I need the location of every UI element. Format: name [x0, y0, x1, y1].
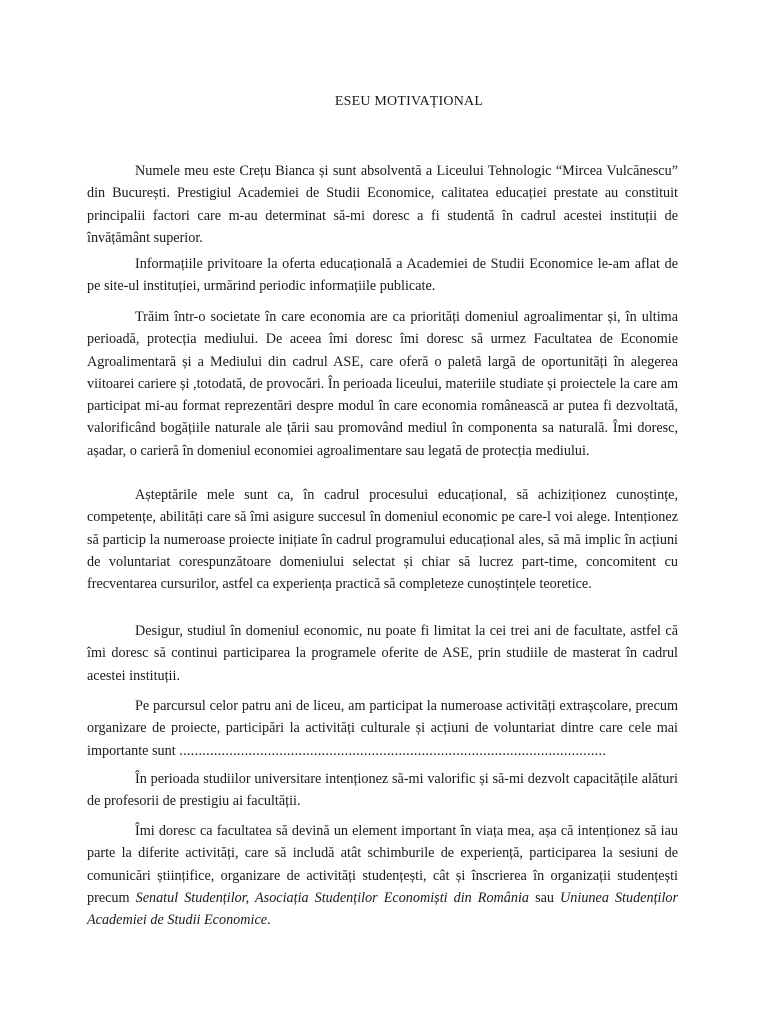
- sentence-end: .: [267, 912, 271, 929]
- conjunction-text: sau: [535, 889, 554, 906]
- paragraph-masters: Desigur, studiul în domeniul economic, nu poate fi limitat la cei trei ani de facultate, astfel că îmi doresc să continui participarea la programele oferite de ASE, prin studiile de masterat în cadrul acestei instituții.: [87, 623, 678, 684]
- page-title: ESEU MOTIVAȚIONAL: [334, 94, 484, 109]
- paragraph-information: Informațiile privitoare la oferta educațională a Academiei de Studii Economice le-am aflat de pe site-ul instituției, urmărind periodic informațiile publicate.: [87, 256, 678, 295]
- paragraph-activities: [87, 695, 678, 762]
- paragraph-university-studies: În perioada studiilor universitare intenționez să-mi valorific și să-mi dezvolt capacitățile alături de profesorii de prestigiu ai facultății.: [87, 771, 678, 810]
- organization-name-2: Uniunea Studenților Academiei de Studii Economice: [87, 889, 679, 929]
- activities-text: Pe parcursul celor patru ani de liceu, am participat la numeroase activități extrașcolare, precum organizare de proiecte, participări la activități culturale și acțiuni de voluntariat dintre care cele mai importante sunt: [87, 698, 678, 759]
- organization-name-1: Senatul Studenților, Asociația Studenților Economiști din România: [135, 889, 530, 906]
- paragraph-student-organizations: [87, 820, 678, 931]
- paragraph-expectations: Așteptările mele sunt ca, în cadrul procesului educațional, să achiziționez cunoștințe, competențe, abilități care să îmi asigure succesul în domeniul economic pe care-l voi alege. Intenționez să particip la numeroase proiecte inițiate în cadrul programului educațional ales, să mă implic în acțiuni de voluntariat corespunzătoare domeniului selectat și chiar să lucrez part-time, concomitent cu frecventarea cursurilor, astfel ca experiența practică să completeze cunoștințele teoretice.: [87, 487, 678, 593]
- paragraph-introduction: Numele meu este Crețu Bianca și sunt absolventă a Liceului Tehnologic “Mircea Vulcănescu” din București. Prestigiul Academiei de Studii Economice, calitatea educației prestate au constituit principalii factori care m-au determinat să-mi doresc a fi studentă în cadrul acestei instituții de învățământ superior.: [87, 163, 678, 246]
- organizations-text: Îmi doresc ca facultatea să devină un element important în viața mea, așa că intenționez să iau parte la diferite activități, care să includă atât schimburile de experiență, participarea la sesiuni de comunicări științifice, organizare de activități studențești, cât și înscrierea în organizații studențești precum: [87, 823, 678, 906]
- fill-in-dots: ...............................................................................................................: [179, 742, 607, 759]
- paragraph-motivation: Trăim într-o societate în care economia are ca priorități domeniul agroalimentar și, în ultima perioadă, protecția mediului. De aceea îmi doresc îmi doresc să urmez Facultatea de Economie Agroalimentară și a Mediului din cadrul ASE, care oferă o paletă largă de oportunități în alegerea viitoarei cariere și ,totodată, de provocări. În perioada liceului, materiile studiate și proiectele la care am participat mi-au format reprezentări despre modul în care economia românească ar putea fi dezvoltată, valorificând bogățiile naturale ale țării sau promovând mediul în componenta sa naturală. Îmi doresc, așadar, o carieră în domeniul economiei agroalimentare sau legată de protecția mediului.: [87, 309, 678, 459]
